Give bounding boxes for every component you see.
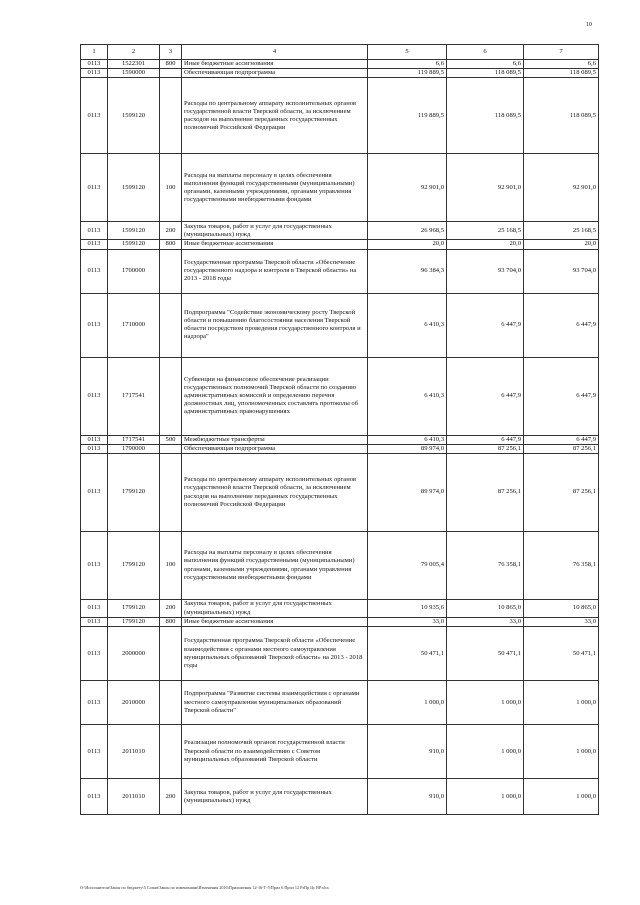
expense-type-cell: 100 [160, 532, 182, 600]
amount-2016-cell: 87 256,1 [524, 444, 599, 453]
amount-2014-cell: 96 384,3 [368, 249, 447, 293]
section-code-cell: 0113 [81, 60, 108, 69]
description-cell: Государственная программа Тверской области «Обеспечение государственного надзора и контроля в Тверской области» на 2013 - 2018 годы [182, 249, 368, 293]
expense-type-cell [160, 627, 182, 681]
expense-type-cell: 200 [160, 600, 182, 618]
amount-2016-cell: 1 000,0 [524, 725, 599, 779]
header-cell: 1 [81, 45, 108, 60]
target-article-cell: 2010000 [108, 681, 160, 725]
description-cell: Иные бюджетные ассигнования [182, 60, 368, 69]
amount-2016-cell: 6 447,9 [524, 435, 599, 444]
table-row [81, 681, 599, 725]
target-article-cell: 1717541 [108, 357, 160, 435]
amount-2014-cell: 33,0 [368, 618, 447, 627]
section-code-cell: 0113 [81, 627, 108, 681]
table-row [81, 779, 599, 815]
table-header-row [81, 45, 599, 60]
table-row [81, 293, 599, 357]
target-article-cell: 1710000 [108, 293, 160, 357]
amount-2016-cell: 118 089,5 [524, 78, 599, 154]
section-code-cell: 0113 [81, 222, 108, 240]
amount-2014-cell: 10 935,6 [368, 600, 447, 618]
amount-2016-cell: 25 168,5 [524, 222, 599, 240]
amount-2014-cell: 79 005,4 [368, 532, 447, 600]
target-article-cell: 1522301 [108, 60, 160, 69]
amount-2014-cell: 6 410,3 [368, 435, 447, 444]
description-cell: Иные бюджетные ассигнования [182, 618, 368, 627]
expense-type-cell: 200 [160, 779, 182, 815]
target-article-cell: 1599120 [108, 240, 160, 249]
description-cell: Подпрограмма "Развитие системы взаимодействия с органами местного самоуправления муниципальных образований Тверской области" [182, 681, 368, 725]
amount-2014-cell: 6 410,3 [368, 357, 447, 435]
table-row [81, 454, 599, 532]
expense-type-cell [160, 681, 182, 725]
amount-2014-cell: 119 889,5 [368, 69, 447, 78]
section-code-cell: 0113 [81, 249, 108, 293]
expense-type-cell [160, 725, 182, 779]
page-number: 10 [586, 22, 592, 28]
description-cell: Закупка товаров, работ и услуг для государственных (муниципальных) нужд [182, 600, 368, 618]
table-row [81, 78, 599, 154]
target-article-cell: 2011010 [108, 779, 160, 815]
header-cell: 2 [108, 45, 160, 60]
expense-type-cell: 800 [160, 240, 182, 249]
target-article-cell: 1599120 [108, 222, 160, 240]
expense-type-cell: 800 [160, 618, 182, 627]
amount-2014-cell: 26 968,5 [368, 222, 447, 240]
amount-2014-cell: 910,0 [368, 779, 447, 815]
amount-2015-cell: 6 447,9 [447, 357, 524, 435]
section-code-cell: 0113 [81, 454, 108, 532]
amount-2016-cell: 10 865,0 [524, 600, 599, 618]
target-article-cell: 1799120 [108, 532, 160, 600]
table-row [81, 69, 599, 78]
amount-2015-cell: 33,0 [447, 618, 524, 627]
amount-2015-cell: 6,6 [447, 60, 524, 69]
expense-type-cell [160, 249, 182, 293]
amount-2015-cell: 92 901,0 [447, 154, 524, 222]
section-code-cell: 0113 [81, 435, 108, 444]
target-article-cell: 1700000 [108, 249, 160, 293]
target-article-cell: 1599120 [108, 78, 160, 154]
target-article-cell: 1599120 [108, 154, 160, 222]
expense-type-cell: 200 [160, 222, 182, 240]
section-code-cell: 0113 [81, 78, 108, 154]
header-cell: 5 [368, 45, 447, 60]
amount-2015-cell: 87 256,1 [447, 454, 524, 532]
budget-table [80, 44, 599, 815]
amount-2015-cell: 6 447,9 [447, 435, 524, 444]
header-cell: 3 [160, 45, 182, 60]
header-cell: 4 [182, 45, 368, 60]
section-code-cell: 0113 [81, 240, 108, 249]
section-code-cell: 0113 [81, 618, 108, 627]
amount-2014-cell: 92 901,0 [368, 154, 447, 222]
header-cell: 7 [524, 45, 599, 60]
description-cell: Межбюджетные трансферты [182, 435, 368, 444]
section-code-cell: 0113 [81, 357, 108, 435]
description-cell: Расходы по центральному аппарату исполнительных органов государственной власти Тверской области, за исключением расходов на выполнение переданных государственных полномочий Российской Федерации [182, 454, 368, 532]
amount-2015-cell: 50 471,1 [447, 627, 524, 681]
amount-2016-cell: 6 447,9 [524, 357, 599, 435]
section-code-cell: 0113 [81, 444, 108, 453]
section-code-cell: 0113 [81, 69, 108, 78]
amount-2014-cell: 1 000,0 [368, 681, 447, 725]
expense-type-cell [160, 293, 182, 357]
amount-2014-cell: 50 471,1 [368, 627, 447, 681]
table-row [81, 222, 599, 240]
description-cell: Закупка товаров, работ и услуг для государственных (муниципальных) нужд [182, 222, 368, 240]
amount-2014-cell: 910,0 [368, 725, 447, 779]
table-row [81, 627, 599, 681]
table-row [81, 618, 599, 627]
amount-2016-cell: 1 000,0 [524, 779, 599, 815]
file-path-footer: O:\Исполнители\Закон по бюджету\5 Созыв\Закон по изменениям\Изменения 2016\Приложения 12-16-Т-5\Прил 6 Прил 12 РзПр Цс ВР.xlsx [80, 885, 329, 890]
section-code-cell: 0113 [81, 154, 108, 222]
amount-2016-cell: 50 471,1 [524, 627, 599, 681]
amount-2014-cell: 20,0 [368, 240, 447, 249]
section-code-cell: 0113 [81, 681, 108, 725]
description-cell: Расходы на выплаты персоналу в целях обеспечения выполнения функций государственными (муниципальными) органами, казенными учреждениями, органами управления государственными внебюджетными фондами [182, 154, 368, 222]
description-cell: Иные бюджетные ассигнования [182, 240, 368, 249]
amount-2014-cell: 89 974,0 [368, 454, 447, 532]
target-article-cell: 1799120 [108, 618, 160, 627]
table-row [81, 444, 599, 453]
amount-2015-cell: 87 256,1 [447, 444, 524, 453]
amount-2015-cell: 93 704,0 [447, 249, 524, 293]
section-code-cell: 0113 [81, 725, 108, 779]
amount-2016-cell: 76 358,1 [524, 532, 599, 600]
amount-2016-cell: 6 447,9 [524, 293, 599, 357]
expense-type-cell [160, 357, 182, 435]
table-row [81, 240, 599, 249]
table-row [81, 357, 599, 435]
expense-type-cell [160, 69, 182, 78]
header-cell: 6 [447, 45, 524, 60]
target-article-cell: 2011010 [108, 725, 160, 779]
section-code-cell: 0113 [81, 600, 108, 618]
description-cell: Подпрограмма "Содействие экономическому росту Тверской области и повышению благосостояния населения Тверской области посредством проведения государственного контроля и надзора" [182, 293, 368, 357]
amount-2014-cell: 89 974,0 [368, 444, 447, 453]
amount-2016-cell: 6,6 [524, 60, 599, 69]
amount-2015-cell: 6 447,9 [447, 293, 524, 357]
section-code-cell: 0113 [81, 779, 108, 815]
table-row [81, 600, 599, 618]
table-row [81, 154, 599, 222]
amount-2014-cell: 6 410,3 [368, 293, 447, 357]
amount-2016-cell: 33,0 [524, 618, 599, 627]
amount-2014-cell: 119 889,5 [368, 78, 447, 154]
target-article-cell: 2000000 [108, 627, 160, 681]
table-row [81, 435, 599, 444]
expense-type-cell [160, 454, 182, 532]
target-article-cell: 1790000 [108, 444, 160, 453]
description-cell: Государственная программа Тверской области «Обеспечение взаимодействия с органами местного самоуправления муниципальных образований Тверской области» на 2013 - 2018 годы [182, 627, 368, 681]
amount-2016-cell: 1 000,0 [524, 681, 599, 725]
expense-type-cell: 100 [160, 154, 182, 222]
expense-type-cell: 500 [160, 435, 182, 444]
amount-2016-cell: 92 901,0 [524, 154, 599, 222]
target-article-cell: 1799120 [108, 600, 160, 618]
expense-type-cell [160, 444, 182, 453]
description-cell: Обеспечивающая подпрограмма [182, 444, 368, 453]
table-row [81, 725, 599, 779]
expense-type-cell: 800 [160, 60, 182, 69]
table-row [81, 60, 599, 69]
target-article-cell: 1717541 [108, 435, 160, 444]
description-cell: Закупка товаров, работ и услуг для государственных (муниципальных) нужд [182, 779, 368, 815]
description-cell: Реализация полномочий органов государственной власти Тверской области по взаимодействию с Советом муниципальных образований Тверской области [182, 725, 368, 779]
amount-2015-cell: 1 000,0 [447, 779, 524, 815]
amount-2016-cell: 118 089,5 [524, 69, 599, 78]
amount-2015-cell: 118 089,5 [447, 78, 524, 154]
section-code-cell: 0113 [81, 532, 108, 600]
amount-2015-cell: 20,0 [447, 240, 524, 249]
description-cell: Расходы на выплаты персоналу в целях обеспечения выполнения функций государственными (муниципальными) органами, казенными учреждениями, органами управления государственными внебюджетными фондами [182, 532, 368, 600]
amount-2016-cell: 93 704,0 [524, 249, 599, 293]
amount-2016-cell: 20,0 [524, 240, 599, 249]
description-cell: Расходы по центральному аппарату исполнительных органов государственной власти Тверской области, за исключением расходов на выполнение переданных государственных полномочий Российской Федерации [182, 78, 368, 154]
amount-2015-cell: 1 000,0 [447, 681, 524, 725]
section-code-cell: 0113 [81, 293, 108, 357]
table-row [81, 249, 599, 293]
expense-type-cell [160, 78, 182, 154]
amount-2015-cell: 118 089,5 [447, 69, 524, 78]
amount-2015-cell: 25 168,5 [447, 222, 524, 240]
amount-2016-cell: 87 256,1 [524, 454, 599, 532]
amount-2015-cell: 10 865,0 [447, 600, 524, 618]
description-cell: Субвенции на финансовое обеспечение реализации государственных полномочий Тверской области по созданию административных комиссий и определению перечня должностных лиц, уполномоченных составлять протоколы об административных правонарушениях [182, 357, 368, 435]
amount-2014-cell: 6,6 [368, 60, 447, 69]
amount-2015-cell: 1 000,0 [447, 725, 524, 779]
target-article-cell: 1799120 [108, 454, 160, 532]
description-cell: Обеспечивающая подпрограмма [182, 69, 368, 78]
amount-2015-cell: 76 358,1 [447, 532, 524, 600]
target-article-cell: 1590000 [108, 69, 160, 78]
table-row [81, 532, 599, 600]
